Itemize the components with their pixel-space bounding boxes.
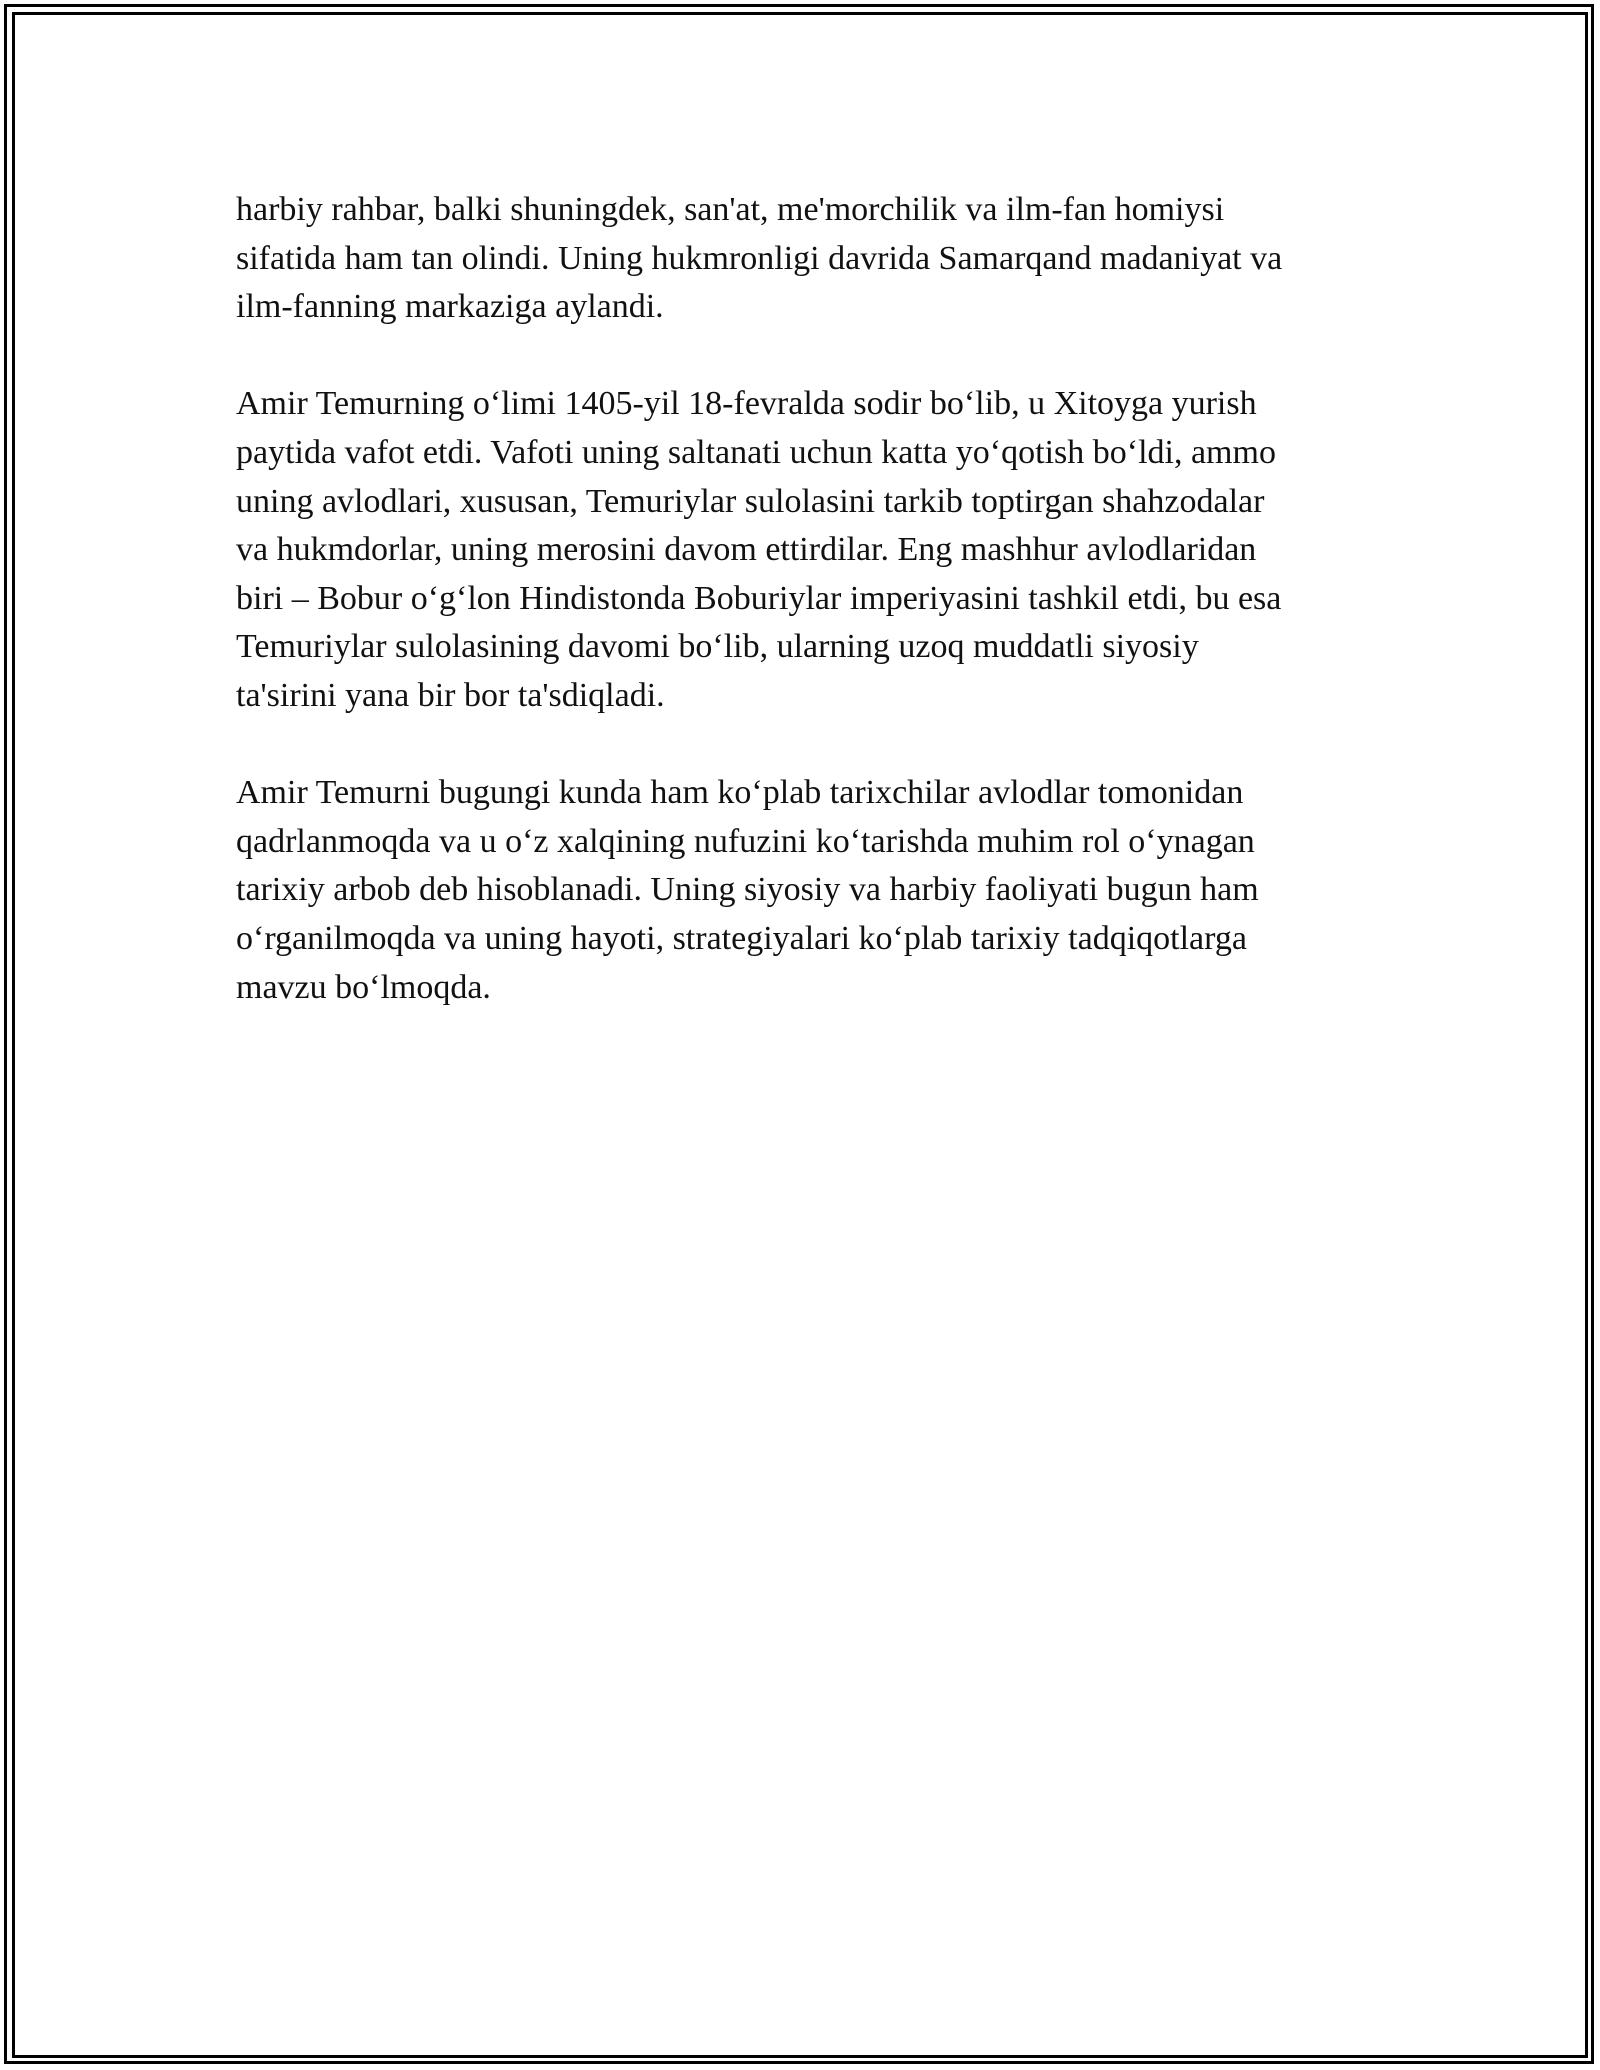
text-line: uning avlodlari, xususan, Temuriylar sulolasini tarkib toptirgan shahzodalar xyxy=(236,482,1265,520)
text-line: mavzu bo‘lmoqda. xyxy=(236,968,491,1006)
text-line: ilm-fanning markaziga aylandi. xyxy=(236,288,664,326)
text-line: o‘rganilmoqda va uning hayoti, strategiyalari ko‘plab tarixiy tadqiqotlarga xyxy=(236,919,1247,957)
text-line: va hukmdorlar, uning merosini davom ettirdilar. Eng mashhur avlodlaridan xyxy=(236,531,1257,569)
text-line: paytida vafot etdi. Vafoti uning saltanati uchun katta yo‘qotish bo‘ldi, ammo xyxy=(236,433,1276,471)
text-line: qadrlanmoqda va u o‘z xalqining nufuzini ko‘tarishda muhim rol o‘ynagan xyxy=(236,822,1255,860)
paragraph-3 xyxy=(236,769,1376,1012)
text-line: Amir Temurni bugungi kunda ham ko‘plab tarixchilar avlodlar tomonidan xyxy=(236,774,1244,812)
text-line: sifatida ham tan olindi. Uning hukmronligi davrida Samarqand madaniyat va xyxy=(236,239,1283,277)
text-line: harbiy rahbar, balki shuningdek, san'at, me'morchilik va ilm-fan homiysi xyxy=(236,191,1225,228)
document-body xyxy=(236,186,1376,1061)
text-line: tarixiy arbob deb hisoblanadi. Uning siyosiy va harbiy faoliyati bugun ham xyxy=(236,871,1259,909)
paragraph-2 xyxy=(236,380,1376,720)
text-line: biri – Bobur o‘g‘lon Hindistonda Boburiylar imperiyasini tashkil etdi, bu esa xyxy=(236,579,1282,617)
text-line: Temuriylar sulolasining davomi bo‘lib, ularning uzoq muddatli siyosiy xyxy=(236,628,1199,666)
text-line: Amir Temurning o‘limi 1405-yil 18-fevralda sodir bo‘lib, u Xitoyga yurish xyxy=(236,385,1257,423)
text-line: ta'sirini yana bir bor ta'sdiqladi. xyxy=(236,676,665,714)
paragraph-1 xyxy=(236,186,1376,332)
